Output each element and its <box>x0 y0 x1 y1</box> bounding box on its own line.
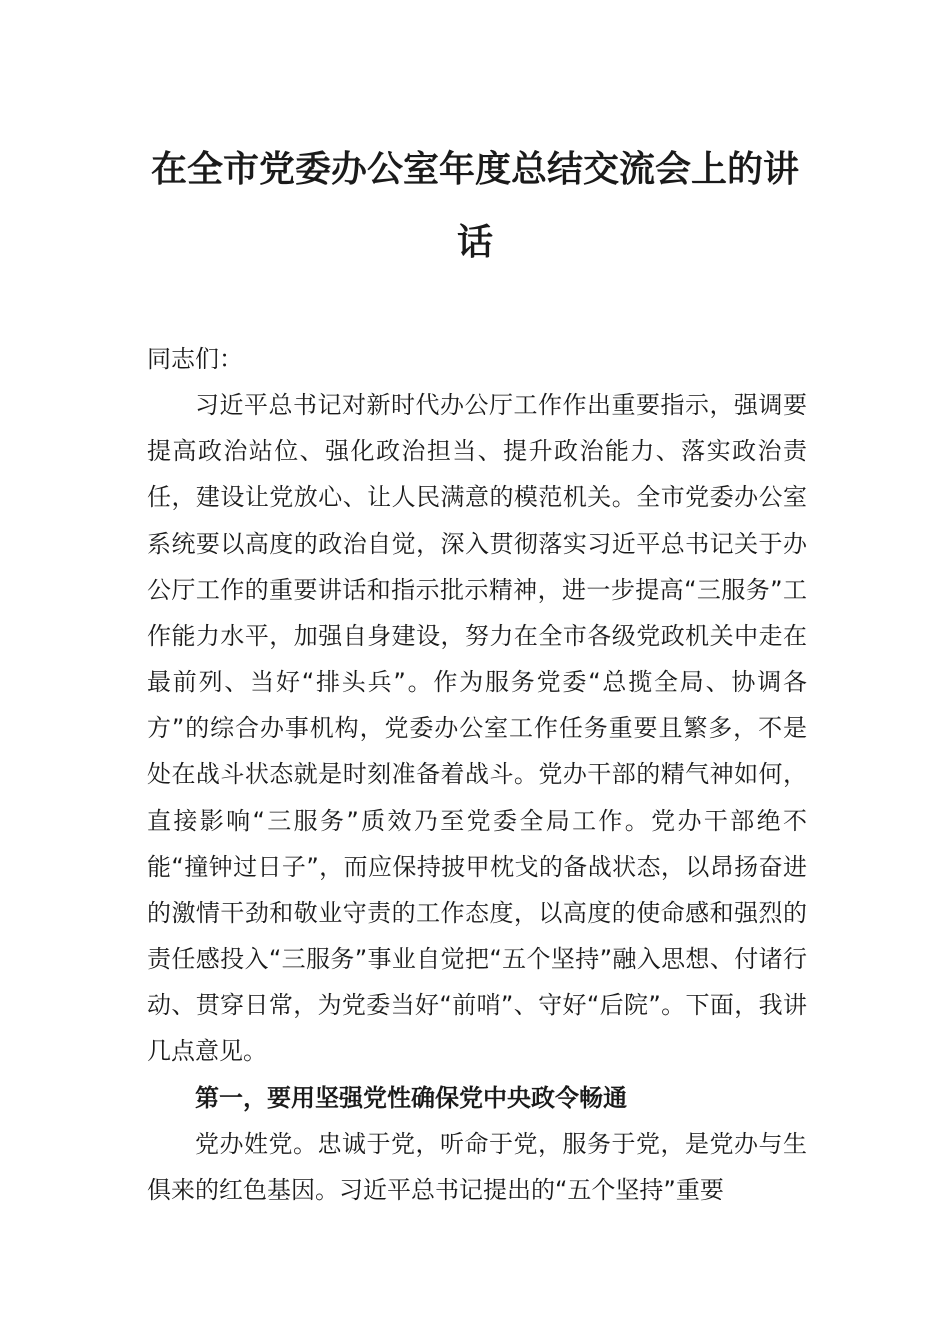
document-title-line-2: 话 <box>456 221 493 263</box>
section-heading-1: 第一，要用坚强党性确保党中央政令畅通 <box>195 1083 627 1112</box>
document-title-line-1: 在全市党委办公室年度总结交流会上的讲 <box>150 148 799 190</box>
salutation: 同志们： <box>147 345 243 373</box>
document-body <box>147 336 807 1213</box>
paragraph-2: 党办姓党。忠诚于党，听命于党，服务于党，是党办与生俱来的红色基因。习近平总书记提出的“五个坚持”重要 <box>147 1129 807 1204</box>
paragraph-1: 习近平总书记对新时代办公厅工作作出重要指示，强调要提高政治站位、强化政治担当、提升政治能力、落实政治责任，建设让党放心、让人民满意的模范机关。全市党委办公室系统要以高度的政治自觉，深入贯彻落实习近平总书记关于办公厅工作的重要讲话和指示批示精神，进一步提高“三服务”工作能力水平，加强自身建设，努力在全市各级党政机关中走在最前列、当好“排头兵”。作为服务党委“总揽全局、协调各方”的综合办事机构，党委办公室工作任务重要且繁多，不是处在战斗状态就是时刻准备着战斗。党办干部的精气神如何，直接影响“三服务”质效乃至党委全局工作。党办干部绝不能“撞钟过日子”，而应保持披甲枕戈的备战状态，以昂扬奋进的激情干劲和敬业守责的工作态度，以高度的使命感和强烈的责任感投入“三服务”事业自觉把“五个坚持”融入思想、付诸行动、贯穿日常，为党委当好“前哨”、守好“后院”。下面，我讲几点意见。 <box>147 391 807 1066</box>
